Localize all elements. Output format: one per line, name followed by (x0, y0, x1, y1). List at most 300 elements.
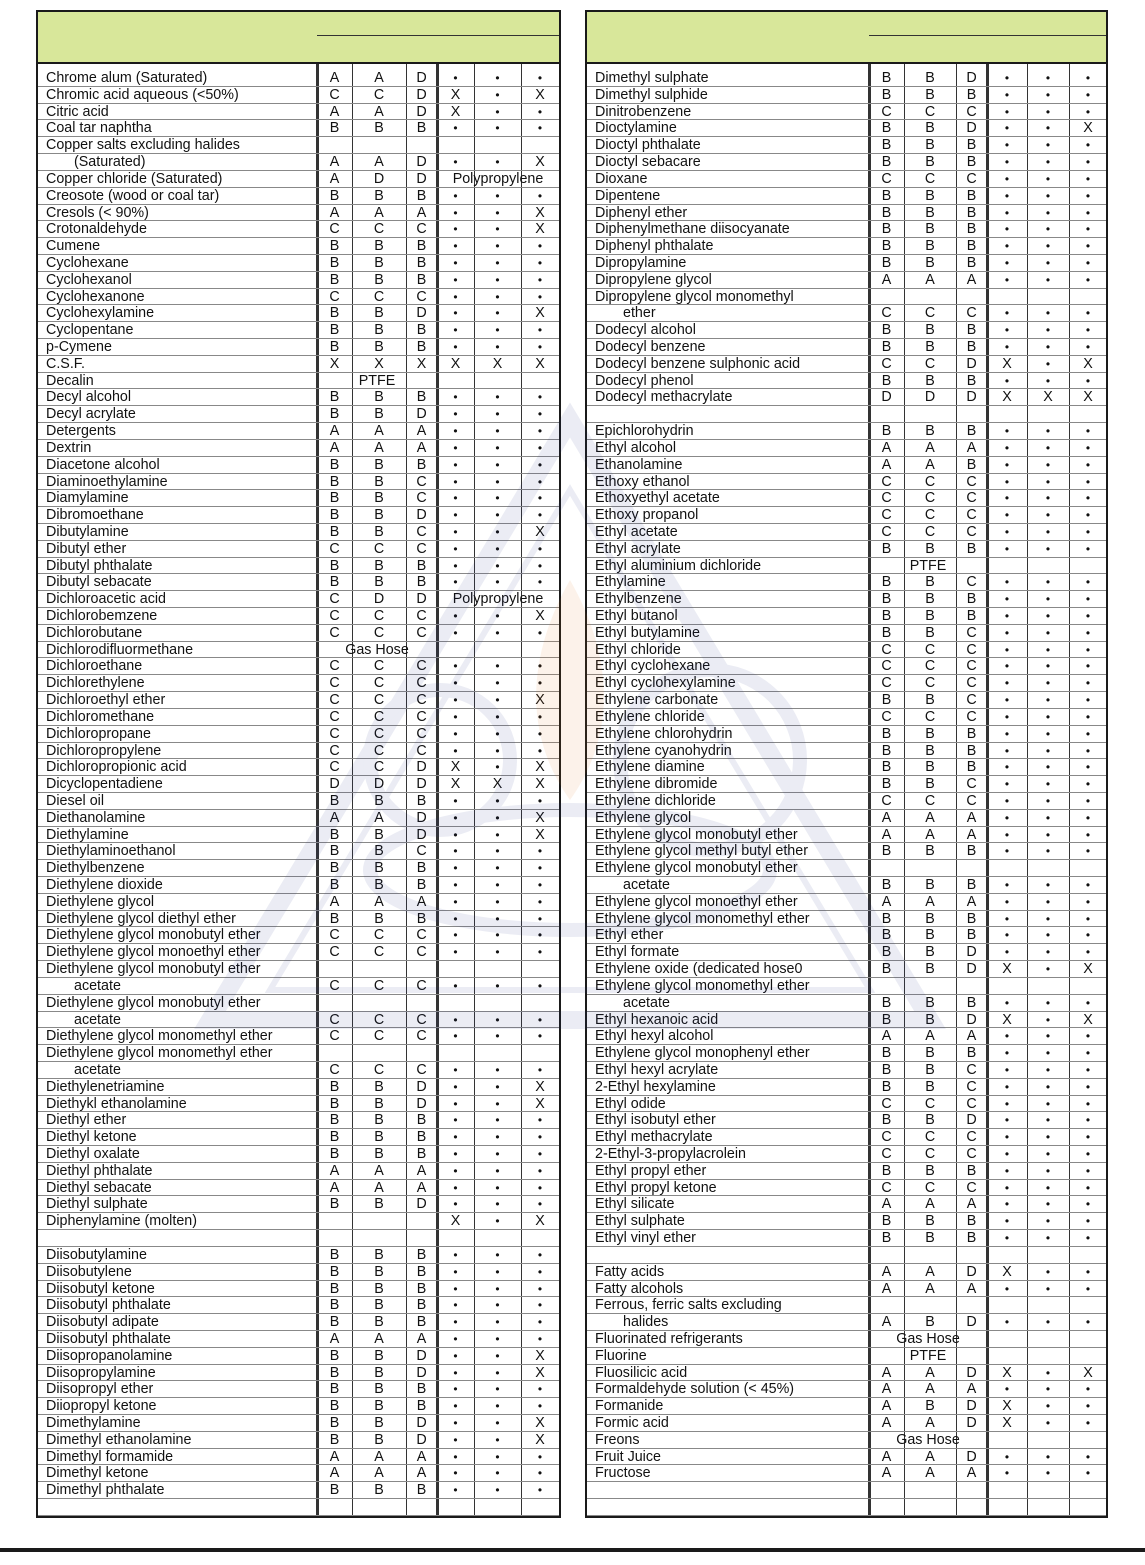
hose-rating: C (329, 658, 340, 675)
fitting-rating: • (1085, 844, 1091, 859)
table-row (38, 1297, 559, 1314)
fitting-rating: X (535, 305, 545, 322)
fitting-rating: X (535, 355, 545, 372)
fitting-rating: • (495, 424, 500, 439)
fitting-rating: • (1045, 995, 1051, 1010)
hose-rating: C (373, 759, 385, 776)
fitting-rating: • (453, 272, 458, 287)
table-row (38, 507, 559, 524)
fitting-rating: • (1004, 827, 1010, 842)
fitting-rating: • (537, 457, 543, 472)
hose-rating: A (374, 1330, 384, 1347)
conveyant-name: Ethyl ether (595, 927, 664, 944)
hose-rating: B (374, 254, 384, 271)
hose-rating: B (329, 305, 340, 322)
hose-rating: B (416, 860, 427, 877)
fitting-rating: • (1004, 104, 1010, 119)
hose-rating: C (416, 1061, 427, 1078)
fitting-rating: • (495, 743, 500, 758)
table-row (587, 104, 1106, 121)
table-row (38, 255, 559, 272)
hose-rating: B (374, 1347, 384, 1364)
hose-rating: A (329, 893, 340, 910)
conveyant-name: Ethylene chlorohydrin (595, 725, 733, 742)
table-row (38, 1449, 559, 1466)
hose-rating: B (925, 1061, 935, 1078)
hose-rating: B (416, 322, 427, 339)
fitting-rating: • (537, 1062, 543, 1077)
fitting-rating: • (495, 844, 500, 859)
hose-rating: B (925, 1078, 935, 1095)
conveyant-name: Dimethyl sulphate (595, 70, 709, 86)
table-row (38, 1247, 559, 1264)
fitting-rating: • (1085, 743, 1091, 758)
fitting-rating: • (453, 1096, 458, 1111)
hose-rating: B (374, 322, 384, 339)
hose-rating: B (925, 1112, 935, 1129)
hose-rating: A (966, 1465, 977, 1482)
fitting-rating: • (1085, 928, 1091, 943)
table-row (587, 793, 1106, 810)
fitting-rating: • (453, 1466, 458, 1481)
fitting-rating: • (1085, 474, 1091, 489)
hose-rating: A (925, 1381, 935, 1398)
hose-rating: C (329, 608, 340, 624)
hose-rating: B (416, 1398, 427, 1415)
left-compatibility-table (36, 10, 561, 1518)
fitting-rating: • (453, 323, 458, 338)
fitting-rating: • (1085, 995, 1091, 1010)
fitting-rating: • (1085, 1264, 1091, 1279)
table-row (38, 608, 559, 625)
hose-rating: B (881, 843, 892, 860)
table-row (38, 1045, 559, 1062)
fitting-rating: • (1004, 508, 1010, 523)
fitting-rating: • (1045, 1062, 1051, 1077)
conveyant-name: Ethyl odide (595, 1095, 666, 1112)
conveyant-name: Diethylene glycol monobutyl ether (46, 927, 261, 944)
fitting-rating: X (1083, 1011, 1093, 1028)
conveyant-name: Dichloropropionic acid (46, 759, 187, 776)
fitting-rating: • (1004, 457, 1010, 472)
hose-rating: B (881, 591, 892, 608)
hose-rating: B (374, 507, 384, 524)
table-row (587, 675, 1106, 692)
fitting-rating: • (1085, 340, 1091, 354)
conveyant-name: Diphenylamine (molten) (46, 1213, 197, 1230)
fitting-rating: X (535, 759, 545, 776)
hose-rating: B (374, 1246, 384, 1263)
table-row (38, 154, 559, 171)
hose-rating: C (373, 608, 385, 624)
table-row (587, 1398, 1106, 1415)
fitting-rating: • (537, 978, 543, 993)
conveyant-name: Dinitrobenzene (595, 103, 692, 120)
table-row (587, 726, 1106, 743)
fitting-rating: • (1004, 272, 1010, 287)
hose-rating: B (966, 742, 977, 759)
conveyant-name: Ethyl hexyl alcohol (595, 1028, 714, 1045)
fitting-rating: • (1004, 911, 1010, 926)
fitting-rating: • (1004, 1449, 1010, 1464)
hose-rating: B (925, 70, 935, 86)
fitting-rating: • (1085, 1113, 1091, 1128)
hose-rating: B (925, 1011, 935, 1028)
conveyant-name: Ethyl propyl ketone (595, 1179, 717, 1196)
hose-rating: A (925, 1364, 935, 1381)
fitting-rating: • (495, 1130, 500, 1145)
table-row (38, 658, 559, 675)
hose-rating: B (416, 574, 427, 591)
hose-rating: A (881, 1465, 892, 1482)
conveyant-name: Ethyl methacrylate (595, 1129, 713, 1146)
hose-rating: B (329, 1280, 340, 1297)
hose-rating: B (329, 339, 340, 355)
conveyant-name: Ethyl cyclohexane (595, 658, 711, 675)
hose-rating: B (329, 238, 340, 255)
hose-rating: A (925, 809, 935, 826)
conveyant-name: Ethyl propyl ether (595, 1162, 707, 1179)
hose-rating: B (329, 1112, 340, 1129)
fitting-rating: • (1045, 373, 1051, 388)
hose-rating: C (329, 624, 340, 641)
hose-rating: B (966, 1230, 977, 1247)
hose-rating: B (881, 1078, 892, 1095)
hose-rating: B (925, 759, 935, 776)
hose-rating: C (329, 1011, 340, 1028)
fitting-rating: • (537, 1315, 543, 1330)
hose-rating: B (374, 1146, 384, 1162)
fitting-rating: • (1045, 743, 1051, 758)
table-row (587, 1499, 1106, 1516)
hose-rating: B (966, 456, 977, 473)
hose-rating: D (966, 1112, 977, 1129)
conveyant-name: Formic acid (595, 1415, 669, 1431)
hose-rating: A (966, 1196, 977, 1213)
hose-rating: D (966, 961, 977, 978)
fitting-rating: • (1085, 138, 1091, 153)
hose-rating: C (329, 725, 340, 742)
hose-rating: C (881, 708, 892, 725)
table-row (587, 692, 1106, 709)
hose-rating: A (966, 439, 977, 456)
hose-rating: A (925, 1028, 935, 1045)
hose-rating: B (329, 1431, 340, 1448)
hose-rating: C (416, 742, 427, 759)
hose-type-note: PTFE (909, 1347, 947, 1364)
fitting-rating: • (1085, 1180, 1091, 1195)
fitting-rating: • (1004, 1163, 1010, 1178)
hose-rating: C (966, 792, 977, 809)
conveyant-name: Diisopropylamine (46, 1364, 156, 1381)
hose-rating: B (329, 877, 340, 893)
fitting-rating: X (535, 1078, 545, 1095)
fitting-rating: • (1004, 155, 1010, 170)
fitting-rating: • (1045, 928, 1051, 943)
fitting-rating: • (453, 121, 458, 136)
fitting-rating: • (1004, 1130, 1010, 1145)
conveyant-name: Ethylene glycol monobutyl ether (595, 826, 798, 843)
hose-rating: B (416, 120, 427, 137)
conveyant-name: Dibromoethane (46, 507, 144, 524)
table-row (38, 1079, 559, 1096)
fitting-rating: • (537, 1466, 543, 1481)
fitting-rating: • (453, 609, 458, 623)
hose-rating: C (924, 658, 936, 675)
hose-rating: C (966, 1129, 977, 1146)
fitting-rating: • (495, 508, 500, 523)
conveyant-name: Ethyl aluminium dichloride (595, 557, 762, 574)
table-row (587, 1297, 1106, 1314)
hose-rating: D (416, 170, 427, 187)
conveyant-name: Ethylene diamine (595, 759, 705, 776)
hose-rating: A (416, 423, 427, 440)
table-row (587, 1028, 1106, 1045)
fitting-rating: • (453, 306, 458, 321)
conveyant-name: Dimethyl sulphide (595, 86, 708, 103)
fitting-rating: • (453, 861, 458, 876)
table-row (38, 776, 559, 793)
end-fittings-group-header (987, 13, 1107, 33)
fitting-rating: • (537, 121, 543, 136)
fitting-rating: • (453, 289, 458, 304)
conveyant-name: Ethylene dibromide (595, 776, 718, 793)
hose-rating: B (966, 927, 977, 944)
hose-rating: D (416, 826, 427, 843)
fitting-rating: • (453, 541, 458, 556)
fitting-rating: • (453, 978, 458, 993)
hose-rating: C (881, 103, 892, 120)
fitting-rating: • (1045, 121, 1051, 136)
hose-rating: C (329, 759, 340, 776)
conveyant-name: Diethyl sulphate (46, 1196, 148, 1213)
table-row (587, 305, 1106, 322)
hose-rating: C (966, 658, 977, 675)
hose-rating: B (329, 1314, 340, 1331)
fitting-rating: • (1045, 87, 1051, 102)
fitting-rating: • (537, 272, 543, 287)
hose-rating: D (966, 1364, 977, 1381)
table-row (38, 1381, 559, 1398)
fitting-rating: X (1002, 1364, 1012, 1381)
conveyant-name: Ethylene oxide (dedicated hose0 (595, 961, 803, 978)
hose-rating: B (925, 725, 935, 742)
fitting-rating: X (535, 86, 545, 103)
table-row (38, 995, 559, 1012)
hose-rating: B (374, 1095, 384, 1112)
conveyant-name: Dichloromethane (46, 708, 155, 725)
hose-rating: B (881, 1162, 892, 1179)
fitting-rating: X (535, 1415, 545, 1431)
fitting-rating: • (1085, 222, 1091, 237)
hose-rating: C (373, 692, 385, 709)
table-row (587, 1012, 1106, 1029)
table-row (38, 272, 559, 289)
fitting-rating: • (1085, 205, 1091, 220)
fitting-rating: • (495, 693, 500, 708)
conveyant-name: Diethylene glycol monomethyl ether (46, 1028, 273, 1045)
fitting-rating: • (495, 1197, 500, 1212)
table-row (38, 1196, 559, 1213)
hose-rating: C (373, 624, 385, 641)
fitting-rating: • (1045, 1315, 1051, 1330)
conveyant-name: Copper salts excluding halides (46, 137, 240, 154)
fitting-rating: • (1085, 188, 1091, 203)
fitting-rating: • (453, 1416, 458, 1430)
hose-rating: A (881, 1263, 892, 1280)
table-row (587, 457, 1106, 474)
fitting-rating: • (453, 1298, 458, 1313)
hose-rating: B (881, 776, 892, 793)
fitting-rating: • (537, 1029, 543, 1044)
table-row (587, 709, 1106, 726)
hose-rating: B (881, 759, 892, 776)
fitting-material-note: Polypropylene (452, 170, 544, 187)
table-row (587, 1062, 1106, 1079)
fitting-rating: • (1085, 1399, 1091, 1414)
fitting-rating: • (1085, 306, 1091, 321)
fitting-rating: • (1085, 1046, 1091, 1061)
fitting-rating: • (453, 625, 458, 640)
conveyant-name: Dicyclopentadiene (46, 776, 163, 793)
table-row (587, 860, 1106, 877)
fitting-rating: • (1085, 424, 1091, 439)
hose-rating: A (329, 809, 340, 826)
table-row (587, 70, 1106, 87)
hose-rating: C (966, 103, 977, 120)
hose-rating: B (925, 540, 935, 557)
hose-rating: B (881, 187, 892, 204)
hose-rating: B (416, 238, 427, 255)
hose-rating: B (881, 608, 892, 624)
conveyant-name: p-Cymene (46, 339, 112, 355)
fitting-rating: • (1004, 1079, 1010, 1094)
hose-rating: A (925, 1448, 935, 1465)
hose-rating: C (329, 692, 340, 709)
hose-rating: B (329, 843, 340, 860)
fitting-rating: • (453, 222, 458, 237)
hose-rating: A (374, 1179, 384, 1196)
table-row (587, 642, 1106, 659)
hose-rating: D (416, 759, 427, 776)
fitting-rating: • (1045, 1399, 1051, 1414)
table-row (38, 1146, 559, 1163)
conveyant-name: Dimethylamine (46, 1415, 141, 1431)
hose-rating: B (416, 271, 427, 288)
fitting-rating: • (495, 827, 500, 842)
conveyant-name: Dichlorobutane (46, 624, 143, 641)
hose-col-header (869, 34, 904, 62)
hose-rating: A (416, 893, 427, 910)
hose-rating: B (966, 994, 977, 1011)
fitting-rating: X (535, 1431, 545, 1448)
hose-rating: C (373, 944, 385, 961)
hose-rating: A (966, 1028, 977, 1045)
hose-rating: B (329, 271, 340, 288)
table-row (38, 289, 559, 306)
hose-rating: B (925, 372, 935, 389)
fitting-rating: • (537, 558, 543, 573)
fitting-rating: • (1004, 138, 1010, 153)
hose-rating: B (925, 204, 935, 221)
hose-rating: C (966, 1179, 977, 1196)
table-row (587, 1230, 1106, 1247)
fitting-rating: • (1045, 205, 1051, 220)
fitting-rating: • (495, 239, 500, 254)
hose-rating: B (966, 154, 977, 171)
hose-rating: C (881, 658, 892, 675)
fitting-rating: • (1045, 1012, 1051, 1027)
table-row (38, 423, 559, 440)
fitting-rating: • (537, 894, 543, 909)
conveyant-name: Dibutylamine (46, 523, 129, 540)
conveyant-name: Cresols (< 90%) (46, 204, 149, 221)
conveyant-name: C.S.F. (46, 355, 85, 372)
table-row (38, 911, 559, 928)
fitting-rating: • (537, 793, 543, 808)
conveyant-name: Diethylene glycol monomethyl ether (46, 1045, 273, 1062)
hose-rating: B (881, 725, 892, 742)
conveyant-name: Diethylenetriamine (46, 1078, 165, 1095)
fitting-rating: • (1004, 575, 1010, 590)
hose-rating: B (329, 456, 340, 473)
hose-rating: C (881, 523, 892, 540)
hose-rating: A (881, 1381, 892, 1398)
hose-rating: A (881, 456, 892, 473)
fitting-rating: X (1002, 1415, 1012, 1431)
hose-rating: B (925, 944, 935, 961)
hose-rating: C (966, 507, 977, 524)
table-row (38, 558, 559, 575)
hose-rating: C (373, 221, 385, 238)
fitting-rating: • (1045, 1281, 1051, 1296)
hose-rating: B (925, 154, 935, 171)
hose-rating: A (374, 1465, 384, 1482)
fitting-rating: • (453, 894, 458, 909)
hose-rating: C (416, 608, 427, 624)
fitting-rating: • (1004, 592, 1010, 607)
fitting-rating: • (453, 878, 458, 892)
fitting-rating: • (453, 255, 458, 270)
table-row (38, 961, 559, 978)
hose-rating: D (416, 809, 427, 826)
conveyant-name: Diethyl ether (46, 1112, 127, 1129)
fitting-rating: • (495, 205, 500, 220)
hose-rating: C (329, 944, 340, 961)
conveyant-name: Ethyl vinyl ether (595, 1230, 696, 1247)
footer-rule (0, 1548, 1145, 1552)
hose-col-header (406, 34, 437, 62)
fitting-rating: • (495, 1348, 500, 1363)
conveyant-name: Diphenylmethane diisocyanate (595, 221, 790, 238)
table-row (38, 1129, 559, 1146)
hose-rating: C (881, 305, 892, 322)
conveyant-name: acetate (623, 994, 670, 1011)
conveyant-name: Ethylene chloride (595, 708, 705, 725)
table-row (38, 1398, 559, 1415)
conveyant-name: Diesel oil (46, 792, 105, 809)
conveyant-name: Dodecyl benzene (595, 339, 706, 355)
hose-rating: C (881, 675, 892, 692)
right-compatibility-table (585, 10, 1108, 1518)
conveyant-name: Diethylene glycol monoethyl ether (46, 944, 261, 961)
hose-rating: D (373, 170, 385, 187)
hose-rating: B (374, 1314, 384, 1331)
fitting-rating: • (1004, 1062, 1010, 1077)
hose-rating: A (374, 1448, 384, 1465)
table-row (587, 1465, 1106, 1482)
table-row (38, 490, 559, 507)
